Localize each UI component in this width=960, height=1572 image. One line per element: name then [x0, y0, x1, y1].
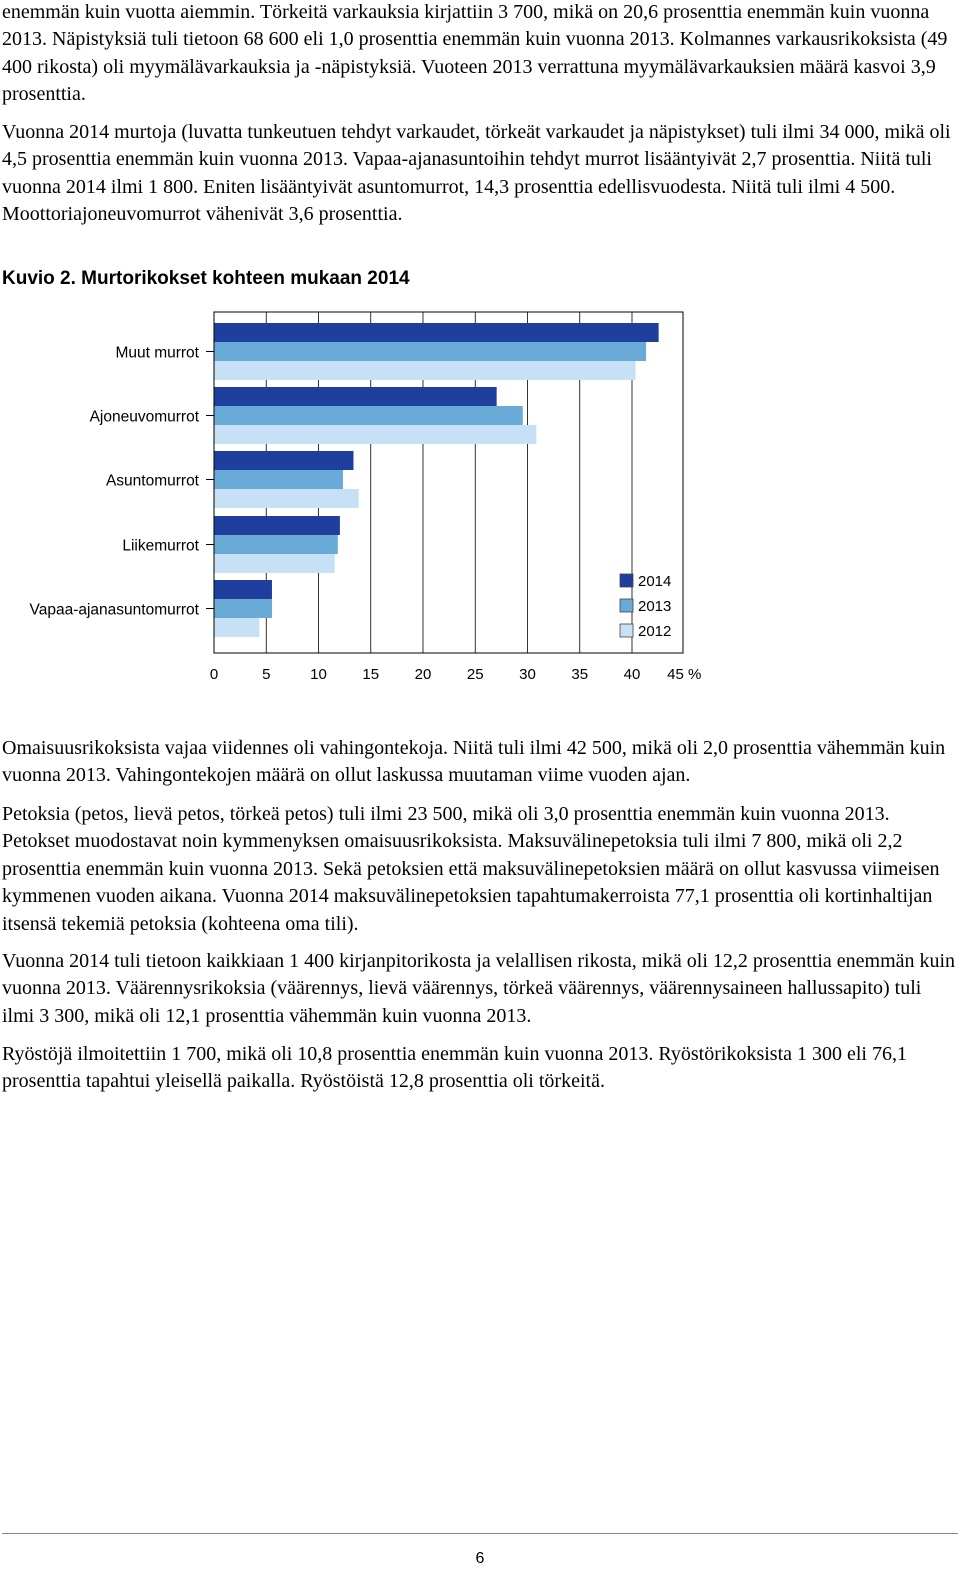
- bar-2012: [215, 618, 260, 637]
- footer-divider: [2, 1533, 958, 1534]
- legend-swatch: [620, 574, 633, 587]
- x-tick-label: 20: [414, 666, 432, 683]
- x-tick-label: 35: [571, 666, 589, 683]
- bar-2014: [215, 451, 354, 470]
- bar-2014: [215, 323, 659, 342]
- page-number: 6: [475, 1550, 485, 1567]
- bar-2012: [215, 554, 335, 573]
- x-tick-label: 30: [519, 666, 536, 683]
- body-paragraph: enemmän kuin vuotta aiemmin. Törkeitä varkauksia kirjattiin 3 700, mikä on 20,6 prosenttia enemmän kuin vuonna 2013. Näpistyksiä tuli tietoon 68 600 eli 1,0 prosenttia enemmän kuin vuonna 2013. Kolmannes varkausrikoksista (49 400 rikosta) oli myymälävarkauksia ja -näpistyksiä. Vuoteen 2013 verrattuna myymälävarkauksien määrä kasvoi 3,9 prosenttia.: [2, 1, 948, 106]
- category-label: Vapaa-ajanasuntomurrot: [29, 601, 199, 619]
- bar-2012: [215, 489, 359, 508]
- category-label: Ajoneuvomurrot: [89, 408, 199, 426]
- body-paragraph: Vuonna 2014 tuli tietoon kaikkiaan 1 400 kirjanpitorikosta ja velallisen rikosta, mikä oli 12,2 prosenttia enemmän kuin vuonna 2013. Väärennysrikoksia (väärennys, lievä väärennys, törkeä väärennys, väärennysaineen hallussapito) tuli ilmi 3 300, mikä oli 12,1 prosenttia vähemmän kuin vuonna 2013.: [2, 950, 956, 1027]
- bar-2013: [215, 470, 344, 489]
- bar-2013: [215, 406, 523, 425]
- figure-title: Kuvio 2. Murtorikokset kohteen mukaan 2014: [2, 268, 410, 289]
- legend-label: 2012: [638, 623, 672, 640]
- x-tick-label: 15: [362, 666, 380, 683]
- legend-label: 2014: [638, 573, 672, 590]
- body-paragraph: Ryöstöjä ilmoitettiin 1 700, mikä oli 10,8 prosenttia enemmän kuin vuonna 2013. Ryöstörikoksista 1 300 eli 76,1 prosenttia tapahtui yleisellä paikalla. Ryöstöistä 12,8 prosenttia oli törkeitä.: [2, 1043, 907, 1093]
- bar-2013: [215, 535, 338, 554]
- x-tick-label: 5: [262, 666, 271, 683]
- x-tick-label: 0: [209, 666, 219, 683]
- category-label: Asuntomurrot: [105, 472, 199, 490]
- category-label: Muut murrot: [115, 344, 199, 362]
- bar-2013: [215, 342, 647, 361]
- legend-swatch: [620, 599, 633, 612]
- legend-label: 2013: [638, 598, 672, 615]
- bar-2012: [215, 361, 636, 380]
- body-paragraph: Vuonna 2014 murtoja (luvatta tunkeutuen tehdyt varkaudet, törkeät varkaudet ja näpistykset) tuli ilmi 34 000, mikä oli 4,5 prosenttia enemmän kuin vuonna 2013. Vapaa-ajanasuntoihin tehdyt murrot lisääntyivät 2,7 prosenttia. Niitä tuli vuonna 2014 ilmi 1 800. Eniten lisääntyivät asuntomurrot, 14,3 prosenttia edellisvuodesta. Niitä tuli ilmi 4 500. Moottoriajoneuvomurrot vähenivät 3,6 prosenttia.: [2, 121, 951, 226]
- bar-2014: [215, 516, 340, 535]
- legend-swatch: [620, 624, 633, 637]
- bar-2014: [215, 387, 497, 406]
- x-tick-label: 45 %: [667, 666, 702, 683]
- bar-2014: [215, 580, 272, 599]
- x-tick-label: 25: [466, 666, 484, 683]
- x-tick-label: 40: [623, 666, 641, 683]
- category-label: Liikemurrot: [122, 537, 199, 555]
- body-paragraph: Petoksia (petos, lievä petos, törkeä petos) tuli ilmi 23 500, mikä oli 3,0 prosenttia enemmän kuin vuonna 2013. Petokset muodostavat noin kymmenyksen omaisuusrikoksista. Maksuvälinepetoksia tuli ilmi 7 800, mikä oli 2,2 prosenttia enemmän kuin vuonna 2013. Sekä petoksien että maksuvälinepetoksien määrä on ollut kasvussa viimeisen kymmenen vuoden aikana. Vuonna 2014 maksuvälinepetoksien tapahtumakerroista 77,1 prosenttia oli kortinhaltijan itsensä tekemiä petoksia (kohteena oma tili).: [2, 803, 940, 935]
- bar-chart: [0, 300, 960, 700]
- bar-2012: [215, 425, 537, 444]
- x-tick-label: 10: [310, 666, 327, 683]
- body-paragraph: Omaisuusrikoksista vajaa viidennes oli vahingontekoja. Niitä tuli ilmi 42 500, mikä oli 2,0 prosenttia vähemmän kuin vuonna 2013. Vahingontekojen määrä on ollut laskussa muutaman viime vuoden ajan.: [2, 737, 946, 787]
- bar-2013: [215, 599, 272, 618]
